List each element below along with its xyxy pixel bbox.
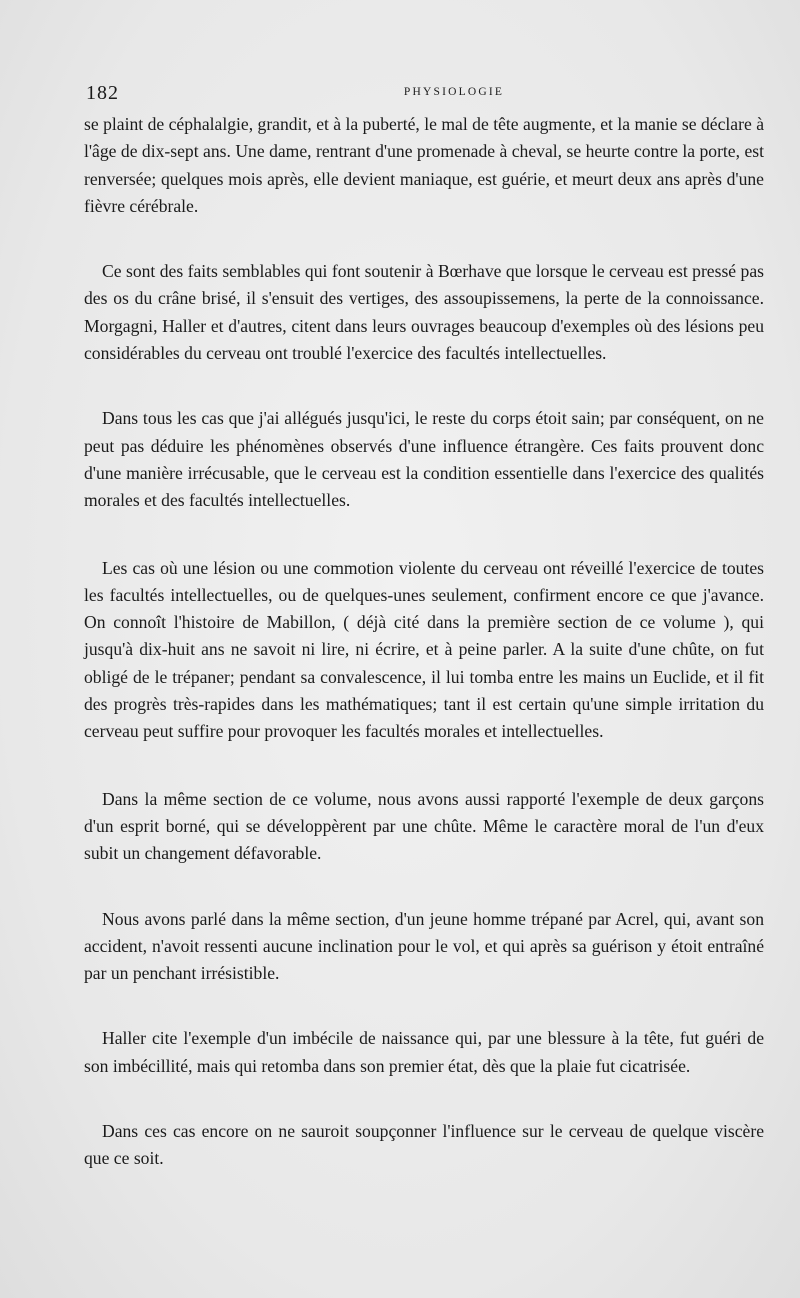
page-header <box>86 82 766 106</box>
paragraph-4: Les cas où une lésion ou une commotion violente du cerveau ont réveillé l'exercice de toutes les facultés intellectuelles, ou de quelques-unes seulement, confirment encore ce que j'avance. On connoît l'histoire de Mabillon, ( déjà cité dans la première section de ce volume ), qui jusqu'à dix-huit ans ne savoit ni lire, ni écrire, et à peine parler. A la suite d'une chûte, on fut obligé de le trépaner; pendant sa convalescence, il lui tomba entre les mains un Euclide, et il fit des progrès très-rapides dans les mathématiques; tant il est certain qu'une simple irritation du cerveau peut suffire pour provoquer les facultés morales et intellectuelles. <box>84 557 764 742</box>
paragraph-2: Ce sont des faits semblables qui font soutenir à Bœrhave que lorsque le cerveau est pressé pas des os du crâne brisé, il s'ensuit des vertiges, des assoupissemens, la perte de la connoissance. Morgagni, Haller et d'autres, citent dans leurs ouvrages beaucoup d'exemples où des lésions peu considérables du cerveau ont troublé l'exercice des facultés intellectuelles. <box>84 261 764 364</box>
page-number: 182 <box>86 82 119 104</box>
paragraph-1: se plaint de céphalalgie, grandit, et à la puberté, le mal de tête augmente, et la manie se déclare à l'âge de dix-sept ans. Une dame, rentrant d'une promenade à cheval, se heurte contre la porte, est renversée; quelques mois après, elle devient maniaque, est guérie, et meurt deux ans après d'une fièvre cérébrale. <box>84 114 764 216</box>
paragraph-8: Dans ces cas encore on ne sauroit soupçonner l'influence sur le cerveau de quelque viscère que ce soit. <box>84 1121 764 1169</box>
paragraph-7: Haller cite l'exemple d'un imbécile de naissance qui, par une blessure à la tête, fut guéri de son imbécillité, mais qui retomba dans son premier état, dès que la plaie fut cicatrisée. <box>84 1028 764 1076</box>
paragraph-5: Dans la même section de ce volume, nous avons aussi rapporté l'exemple de deux garçons d'un esprit borné, qui se développèrent par une chûte. Même le caractère moral de l'un d'eux subit un changement défavorable. <box>84 788 764 864</box>
body-text <box>84 111 764 1173</box>
paragraph-6: Nous avons parlé dans la même section, d'un jeune homme trépané par Acrel, qui, avant son accident, n'avoit ressenti aucune inclination pour le vol, et qui après sa guérison y étoit entraîné par un penchant irrésistible. <box>84 908 764 984</box>
paragraph-3: Dans tous les cas que j'ai allégués jusqu'ici, le reste du corps étoit sain; par conséquent, on ne peut pas déduire les phénomènes observés d'une influence étrangère. Ces faits prouvent donc d'une manière irrécusable, que le cerveau est la condition essentielle dans l'exercice des qualités morales et des facultés intellectuelles. <box>84 408 764 511</box>
running-head: PHYSIOLOGIE <box>403 86 505 98</box>
